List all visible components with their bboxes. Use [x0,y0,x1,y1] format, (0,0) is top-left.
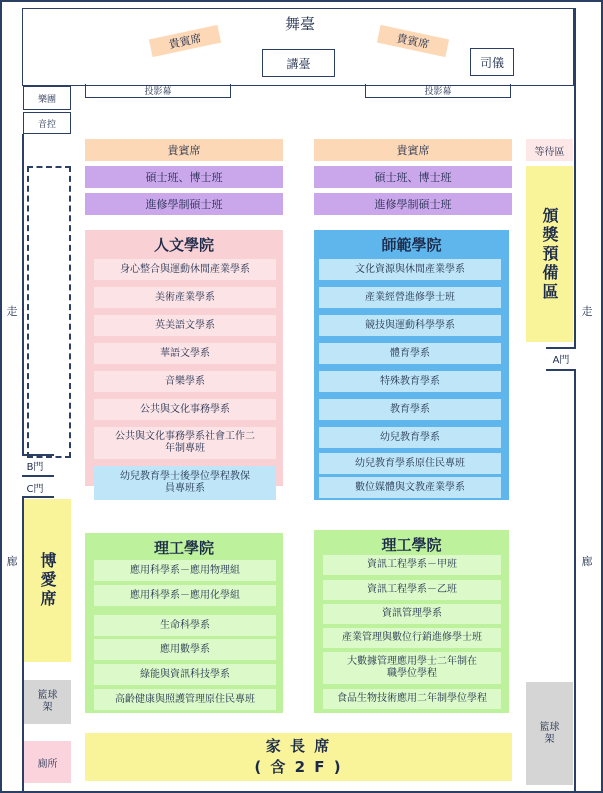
humanities-title: 人文學院 [153,235,214,254]
science-left-dept: 應用數學系 [94,639,276,660]
science-left-dept: 綠能與資訊科技學系 [94,664,276,685]
science-left-dept: 應用科學系－應用化學組 [94,585,276,606]
humanities-dept: 幼兒教育學士後學位學程教保員專班系 [94,466,276,500]
exec-row-left: 進修學制碩士班 [85,193,283,215]
waiting-area: 等待區 [526,139,573,161]
restroom: 廁所 [24,741,71,783]
award-prep-area: 頒獎預備區 [526,166,573,342]
education-dept: 教育學系 [319,399,501,420]
science-left-dept: 應用科學系－應用物理組 [94,560,276,581]
front-vip-right: 貴賓席 [314,139,512,161]
corridor-right-label: 廊 [581,555,593,568]
grad-row-left: 碩士班、博士班 [85,166,283,188]
screen-left: 投影幕 [85,84,231,98]
accessible-seating: 博愛席 [24,499,71,662]
humanities-dept: 華語文學系 [94,343,276,364]
emcee: 司儀 [470,48,514,76]
education-dept: 特殊教育學系 [319,371,501,392]
humanities-dept: 音樂學系 [94,371,276,392]
science-left-title: 理工學院 [153,538,214,557]
parent-seating-note: ( 含 2 F ) [254,758,343,776]
science-right-dept: 產業管理與數位行銷進修學士班 [323,628,501,648]
stage-vip-right: 貴賓席 [377,25,449,57]
science-right-title: 理工學院 [381,535,442,554]
stage-vip-left: 貴賓席 [149,25,221,57]
education-dept: 競技與運動科學學系 [319,315,501,336]
walkway-right-label: 走 [581,305,593,318]
education-dept: 數位媒體與文教產業學系 [319,477,501,498]
gate-c: C門 [26,483,44,495]
gate-b: B門 [26,461,44,473]
left-dashed-area [27,166,71,458]
education-dept: 幼兒教育學系原住民專班 [319,453,501,474]
basketball-hoop-right: 籃球架 [526,682,573,785]
humanities-dept: 公共與文化事務學系社會工作二年制專班 [94,427,276,459]
science-right-dept: 資訊管理學系 [323,604,501,624]
humanities-dept: 英美語文學系 [94,315,276,336]
exec-row-right: 進修學制碩士班 [314,193,512,215]
basketball-hoop-left: 籃球架 [24,680,71,724]
sound-control: 音控 [23,112,71,134]
education-dept: 文化資源與休閒產業學系 [319,259,501,280]
humanities-dept: 身心整合與運動休閒產業學系 [94,259,276,280]
grad-row-right: 碩士班、博士班 [314,166,512,188]
humanities-dept: 公共與文化事務學系 [94,399,276,420]
science-right-dept: 食品生物技術應用二年制學位學程 [323,689,501,709]
science-right-dept: 資訊工程學系－甲班 [323,555,501,575]
science-left-dept: 生命科學系 [94,615,276,636]
humanities-dept: 美術產業學系 [94,287,276,308]
parent-seating [85,733,512,781]
band: 樂團 [23,86,71,110]
science-right-dept: 資訊工程學系－乙班 [323,580,501,600]
screen-right: 投影幕 [365,84,511,98]
parent-seating-label: 家 長 席 [265,737,332,755]
education-dept: 體育學系 [319,343,501,364]
podium: 講臺 [262,49,335,77]
corridor-left-label: 廊 [6,555,18,568]
front-vip-left: 貴賓席 [85,139,283,161]
education-dept: 幼兒教育學系 [319,427,501,448]
walkway-left-label: 走 [6,305,18,318]
science-right-dept: 大數據管理應用學士二年制在職學位學程 [323,652,501,684]
stage-title: 舞臺 [284,14,315,33]
gate-a: A門 [552,354,570,366]
science-left-dept: 高齡健康與照護管理原住民專班 [94,689,276,710]
education-dept: 產業經營進修學士班 [319,287,501,308]
education-title: 師範學院 [381,235,442,254]
